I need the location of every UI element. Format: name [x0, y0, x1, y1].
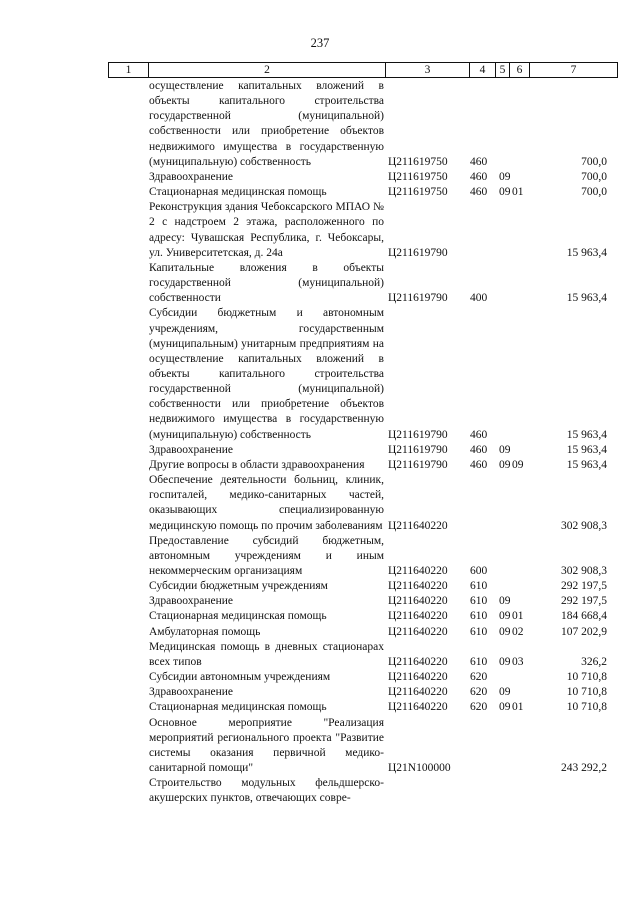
row-code: Ц211619790 — [388, 458, 448, 471]
row-col4: 620 — [470, 686, 488, 699]
row-amount: 302 908,3 — [561, 565, 607, 577]
row-amount: 15 963,4 — [566, 428, 607, 441]
row-code: Ц211619750 — [388, 170, 448, 183]
row-code: Ц211619750 — [388, 155, 448, 168]
row-amount: 326,2 — [581, 655, 607, 668]
row-col4: 610 — [470, 610, 488, 623]
table-header — [108, 62, 618, 78]
header-col-6: 6 — [509, 63, 529, 77]
row-amount: 10 710,8 — [566, 671, 607, 684]
row-col4: 460 — [470, 155, 488, 168]
row-col4: 460 — [470, 170, 488, 183]
header-col-3: 3 — [385, 63, 469, 77]
row-name: Другие вопросы в области здравоохранения — [149, 458, 365, 471]
row-amount: 184 668,4 — [561, 610, 607, 623]
row-col6: 03 — [512, 655, 524, 668]
row-name: Обеспечение деятельности больниц, клиник, госпиталей, медико-санитарных частей, оказывающих специализированную медицинскую помощь по прочим заболеваниям — [149, 474, 384, 532]
row-code: Ц211640220 — [388, 519, 448, 532]
table-row — [0, 473, 640, 534]
row-col4: 610 — [470, 580, 488, 593]
row-code: Ц211640220 — [388, 625, 448, 638]
row-amount: 302 908,3 — [561, 519, 607, 532]
row-code: Ц211619790 — [388, 428, 448, 441]
row-name: Субсидии бюджетным учреждениям — [149, 580, 328, 593]
row-col5: 09 — [499, 686, 511, 699]
row-col4: 620 — [470, 701, 488, 714]
row-code: Ц211619790 — [388, 292, 448, 305]
row-code: Ц211619790 — [388, 246, 448, 259]
row-col4: 610 — [470, 595, 488, 608]
table-row — [0, 185, 640, 200]
row-name: Основное мероприятие "Реализация мероприятий регионального проекта "Развитие системы оказания первичной медико-санитарной помощи" — [149, 716, 384, 775]
table-row — [0, 458, 640, 473]
row-code: Ц211640220 — [388, 686, 448, 699]
table-row — [0, 306, 640, 442]
table-row — [0, 776, 640, 806]
row-amount: 700,0 — [581, 170, 607, 183]
header-col-4: 4 — [469, 63, 495, 77]
row-amount: 700,0 — [581, 155, 607, 168]
row-amount: 15 963,4 — [566, 443, 607, 456]
header-col-2: 2 — [148, 63, 385, 77]
row-code: Ц211640220 — [388, 701, 448, 714]
header-col-5: 5 — [495, 63, 509, 77]
row-name: Субсидии бюджетным и автономным учреждениям, государственным (муниципальным) унитарным предприятиям на осуществление капитальных вложений в объекты капитального строительства государственной (муниципальной) собственности или приобретение объектов недвижимого имущества в государственную (муниципальную) собственность — [149, 307, 384, 441]
row-col4: 460 — [470, 458, 488, 471]
row-amount: 243 292,2 — [561, 762, 607, 775]
row-code: Ц211640220 — [388, 671, 448, 684]
row-name: осуществление капитальных вложений в объекты капитального строительства государственной (муниципальной) собственности или приобретение объектов недвижимого имущества в государственную (муниципальную) собственность — [149, 80, 384, 168]
row-amount: 15 963,4 — [566, 292, 607, 305]
row-col6: 01 — [512, 701, 524, 714]
table-body — [0, 79, 640, 807]
table-row — [0, 670, 640, 685]
row-col5: 09 — [499, 625, 511, 638]
row-col6: 09 — [512, 458, 524, 471]
row-col5: 09 — [499, 458, 511, 471]
row-col4: 460 — [470, 443, 488, 456]
row-col5: 09 — [499, 595, 511, 608]
row-code: Ц211640220 — [388, 580, 448, 593]
row-name: Предоставление субсидий бюджетным, автономным учреждениям и иным некоммерческим организациям — [149, 534, 384, 577]
row-col5: 09 — [499, 170, 511, 183]
table-row — [0, 640, 640, 670]
row-name: Здравоохранение — [149, 170, 234, 183]
row-name: Стационарная медицинская помощь — [149, 610, 327, 623]
row-amount: 292 197,5 — [561, 580, 607, 593]
row-name: Здравоохранение — [149, 595, 234, 608]
row-code: Ц211619750 — [388, 186, 448, 199]
row-amount: 15 963,4 — [566, 246, 607, 259]
table-row — [0, 443, 640, 458]
row-col4: 610 — [470, 655, 488, 668]
row-code: Ц211640220 — [388, 595, 448, 608]
row-col4: 610 — [470, 625, 488, 638]
row-amount: 10 710,8 — [566, 701, 607, 714]
row-name: Амбулаторная помощь — [149, 625, 261, 638]
table-row — [0, 700, 640, 715]
header-col-7: 7 — [529, 63, 618, 77]
row-name: Реконструкция здания Чебоксарского МПАО № 2 с надстроем 2 этажа, расположенного по адресу: Чувашская Республика, г. Чебоксары, ул. Университетская, д. 24а — [149, 201, 384, 259]
row-name: Здравоохранение — [149, 443, 234, 456]
table-row — [0, 200, 640, 261]
table-row — [0, 609, 640, 624]
row-col6: 01 — [512, 610, 524, 623]
row-name: Медицинская помощь в дневных стационарах всех типов — [149, 640, 384, 668]
row-name: Строительство модульных фельдшерско-акушерских пунктов, отвечающих совре- — [149, 777, 384, 805]
row-amount: 10 710,8 — [566, 686, 607, 699]
row-col5: 09 — [499, 186, 511, 199]
row-col4: 620 — [470, 671, 488, 684]
row-code: Ц211640220 — [388, 565, 448, 577]
table-row — [0, 170, 640, 185]
row-col6: 01 — [512, 186, 524, 199]
table-row — [0, 261, 640, 306]
row-amount: 107 202,9 — [561, 625, 607, 638]
table-row — [0, 685, 640, 700]
row-amount: 292 197,5 — [561, 595, 607, 608]
table-row — [0, 579, 640, 594]
table-row — [0, 625, 640, 640]
row-col4: 460 — [470, 186, 488, 199]
row-col4: 460 — [470, 428, 488, 441]
table-row — [0, 716, 640, 777]
row-code: Ц211640220 — [388, 610, 448, 623]
row-code: Ц211619790 — [388, 443, 448, 456]
row-col4: 600 — [470, 565, 488, 577]
row-amount: 15 963,4 — [566, 458, 607, 471]
row-col5: 09 — [499, 655, 511, 668]
row-col4: 400 — [470, 292, 488, 305]
table-row — [0, 79, 640, 170]
row-name: Здравоохранение — [149, 686, 234, 699]
row-col6: 02 — [512, 625, 524, 638]
row-col5: 09 — [499, 701, 511, 714]
row-code: Ц21N100000 — [388, 762, 451, 775]
row-col5: 09 — [499, 610, 511, 623]
row-name: Субсидии автономным учреждениям — [149, 671, 331, 684]
page-number: 237 — [310, 36, 330, 50]
row-name: Капитальные вложения в объекты государственной (муниципальной) собственности — [149, 261, 384, 305]
row-name: Стационарная медицинская помощь — [149, 701, 327, 714]
row-col5: 09 — [499, 443, 511, 456]
header-col-1: 1 — [108, 63, 148, 77]
row-name: Стационарная медицинская помощь — [149, 186, 327, 199]
row-amount: 700,0 — [581, 186, 607, 199]
table-row — [0, 594, 640, 609]
table-row — [0, 534, 640, 579]
row-code: Ц211640220 — [388, 655, 448, 668]
